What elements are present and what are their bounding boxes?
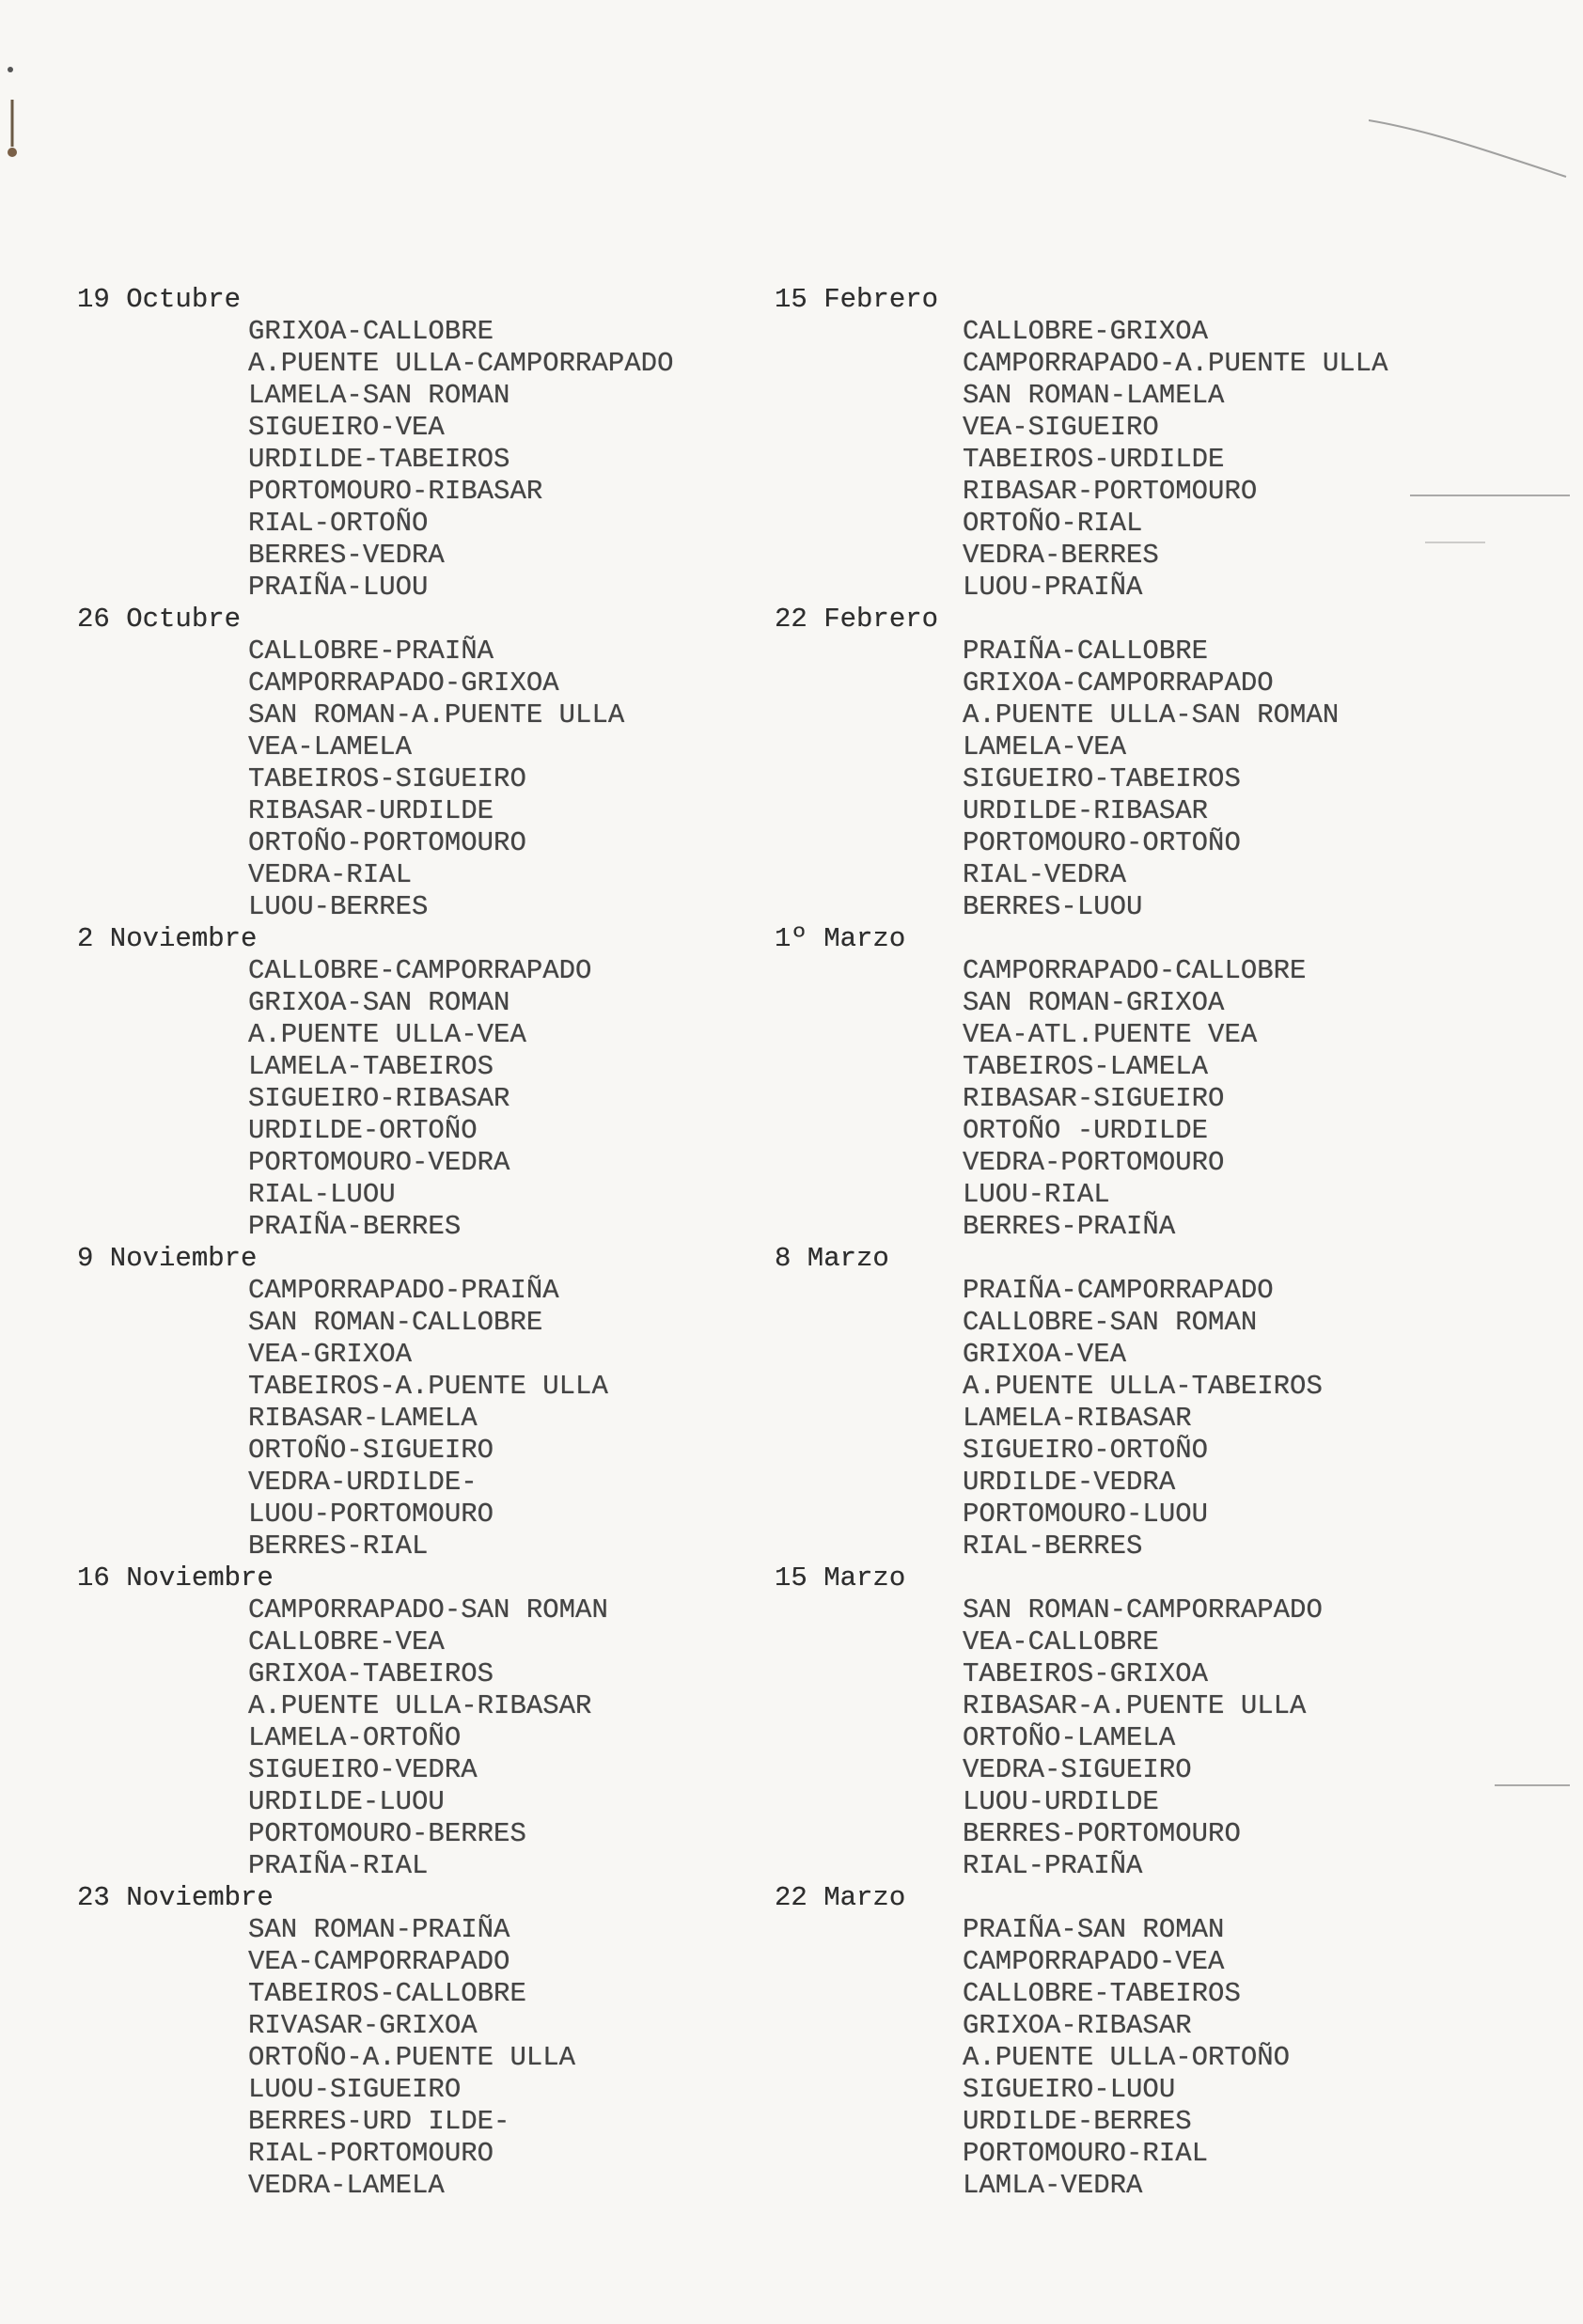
round-section	[775, 1562, 1545, 1882]
round-section	[77, 284, 735, 604]
match-pairing: URDILDE-BERRES	[963, 2106, 1192, 2137]
match-pairing: LUOU-BERRES	[248, 891, 429, 922]
match-pairing: LUOU-RIAL	[963, 1179, 1110, 1210]
match-pairing: RIBASAR-URDILDE	[248, 795, 494, 826]
match-pairing: A.PUENTE ULLA-SAN ROMAN	[963, 699, 1340, 730]
round-date: 16 Noviembre	[77, 1562, 274, 1594]
match-pairing: RIBASAR-LAMELA	[248, 1403, 478, 1434]
match-pairing: PORTOMOURO-VEDRA	[248, 1147, 510, 1178]
match-pairing: TABEIROS-GRIXOA	[963, 1658, 1209, 1689]
match-pairing: VEDRA-URDILDE-	[248, 1467, 478, 1498]
round-date: 23 Noviembre	[77, 1882, 274, 1913]
match-pairing: BERRES-RIAL	[248, 1531, 429, 1562]
round-section	[77, 1562, 735, 1882]
match-pairing: LAMELA-TABEIROS	[248, 1051, 494, 1082]
match-pairing: CAMPORRAPADO-PRAIÑA	[248, 1275, 559, 1306]
round-date: 22 Febrero	[775, 604, 939, 635]
match-pairing: VEDRA-RIAL	[248, 859, 413, 890]
match-pairing: RIAL-VEDRA	[963, 859, 1127, 890]
match-pairing: LAMLA-VEDRA	[963, 2170, 1143, 2201]
match-pairing: PRAIÑA-CAMPORRAPADO	[963, 1275, 1274, 1306]
match-pairing: CAMPORRAPADO-CALLOBRE	[963, 955, 1307, 986]
match-pairing: RIAL-BERRES	[963, 1531, 1143, 1562]
match-pairing: ORTOÑO-SIGUEIRO	[248, 1435, 494, 1466]
match-pairing: SIGUEIRO-ORTOÑO	[963, 1435, 1209, 1466]
match-pairing: RIBASAR-PORTOMOURO	[963, 476, 1258, 507]
match-pairing: URDILDE-ORTOÑO	[248, 1115, 478, 1146]
match-pairing: PORTOMOURO-RIBASAR	[248, 476, 543, 507]
match-pairing: SAN ROMAN-PRAIÑA	[248, 1914, 510, 1945]
match-pairing: A.PUENTE ULLA-CAMPORRAPADO	[248, 348, 674, 379]
match-pairing: SIGUEIRO-RIBASAR	[248, 1083, 510, 1114]
match-pairing: CAMPORRAPADO-VEA	[963, 1946, 1225, 1977]
match-pairing: A.PUENTE ULLA-RIBASAR	[248, 1690, 592, 1721]
match-pairing: ORTOÑO -URDILDE	[963, 1115, 1209, 1146]
round-date: 1º Marzo	[775, 923, 906, 954]
match-pairing: URDILDE-LUOU	[248, 1786, 445, 1817]
match-pairing: CALLOBRE-GRIXOA	[963, 316, 1209, 347]
match-list	[77, 1275, 735, 1562]
match-list	[77, 316, 735, 604]
match-pairing: TABEIROS-CALLOBRE	[248, 1978, 526, 2009]
match-pairing: GRIXOA-CAMPORRAPADO	[963, 667, 1274, 699]
match-pairing: VEA-CALLOBRE	[963, 1626, 1159, 1657]
match-pairing: BERRES-PORTOMOURO	[963, 1818, 1241, 1849]
pencil-mark-icon	[6, 62, 17, 165]
round-section	[77, 1882, 735, 2202]
match-pairing: LAMELA-RIBASAR	[963, 1403, 1192, 1434]
round-date: 9 Noviembre	[77, 1243, 258, 1274]
match-pairing: GRIXOA-SAN ROMAN	[248, 987, 510, 1018]
match-pairing: LAMELA-VEA	[963, 731, 1127, 762]
match-pairing: CALLOBRE-PRAIÑA	[248, 636, 494, 667]
match-pairing: VEA-LAMELA	[248, 731, 413, 762]
match-pairing: ORTOÑO-PORTOMOURO	[248, 827, 526, 858]
round-section	[775, 284, 1545, 604]
match-pairing: RIAL-LUOU	[248, 1179, 396, 1210]
match-pairing: VEDRA-SIGUEIRO	[963, 1754, 1192, 1785]
match-pairing: BERRES-LUOU	[963, 891, 1143, 922]
match-pairing: GRIXOA-VEA	[963, 1339, 1127, 1370]
match-pairing: LUOU-SIGUEIRO	[248, 2074, 462, 2105]
match-pairing: TABEIROS-LAMELA	[963, 1051, 1209, 1082]
match-pairing: VEA-ATL.PUENTE VEA	[963, 1019, 1258, 1050]
match-pairing: CAMPORRAPADO-GRIXOA	[248, 667, 559, 699]
match-pairing: VEA-SIGUEIRO	[963, 412, 1159, 443]
round-date: 2 Noviembre	[77, 923, 258, 954]
match-list	[775, 1914, 1545, 2202]
match-pairing: A.PUENTE ULLA-TABEIROS	[963, 1371, 1323, 1402]
match-pairing: LAMELA-SAN ROMAN	[248, 380, 510, 411]
round-section	[775, 1243, 1545, 1562]
round-date: 22 Marzo	[775, 1882, 906, 1913]
match-list	[77, 636, 735, 923]
match-pairing: SAN ROMAN-GRIXOA	[963, 987, 1225, 1018]
match-pairing: SAN ROMAN-CALLOBRE	[248, 1307, 543, 1338]
match-pairing: SAN ROMAN-CAMPORRAPADO	[963, 1594, 1323, 1625]
match-pairing: RIVASAR-GRIXOA	[248, 2010, 478, 2041]
match-pairing: PORTOMOURO-LUOU	[963, 1499, 1209, 1530]
match-pairing: CALLOBRE-VEA	[248, 1626, 445, 1657]
match-list	[775, 955, 1545, 1243]
match-pairing: VEA-CAMPORRAPADO	[248, 1946, 510, 1977]
match-pairing: LUOU-PORTOMOURO	[248, 1499, 494, 1530]
match-list	[775, 636, 1545, 923]
match-list	[775, 316, 1545, 604]
match-pairing: VEDRA-PORTOMOURO	[963, 1147, 1225, 1178]
round-section	[77, 1243, 735, 1562]
match-pairing: PRAIÑA-RIAL	[248, 1850, 429, 1881]
match-pairing: CAMPORRAPADO-SAN ROMAN	[248, 1594, 608, 1625]
match-pairing: GRIXOA-CALLOBRE	[248, 316, 494, 347]
match-pairing: SAN ROMAN-A.PUENTE ULLA	[248, 699, 625, 730]
match-pairing: URDILDE-VEDRA	[963, 1467, 1176, 1498]
match-pairing: PRAIÑA-SAN ROMAN	[963, 1914, 1225, 1945]
round-section	[775, 1882, 1545, 2202]
match-pairing: GRIXOA-RIBASAR	[963, 2010, 1192, 2041]
match-pairing: SIGUEIRO-LUOU	[963, 2074, 1176, 2105]
match-pairing: RIAL-PRAIÑA	[963, 1850, 1143, 1881]
match-pairing: TABEIROS-A.PUENTE ULLA	[248, 1371, 608, 1402]
match-pairing: PORTOMOURO-ORTOÑO	[963, 827, 1241, 858]
match-pairing: SIGUEIRO-VEDRA	[248, 1754, 478, 1785]
round-section	[775, 604, 1545, 923]
match-pairing: LAMELA-ORTOÑO	[248, 1722, 462, 1753]
match-pairing: A.PUENTE ULLA-ORTOÑO	[963, 2042, 1291, 2073]
round-date: 26 Octubre	[77, 604, 242, 635]
match-pairing: A.PUENTE ULLA-VEA	[248, 1019, 526, 1050]
match-pairing: ORTOÑO-RIAL	[963, 508, 1143, 539]
match-pairing: VEDRA-BERRES	[963, 540, 1159, 571]
match-pairing: GRIXOA-TABEIROS	[248, 1658, 494, 1689]
match-list	[77, 1914, 735, 2202]
match-pairing: TABEIROS-URDILDE	[963, 444, 1225, 475]
match-pairing: URDILDE-RIBASAR	[963, 795, 1209, 826]
match-pairing: RIAL-ORTOÑO	[248, 508, 429, 539]
match-pairing: BERRES-URD ILDE-	[248, 2106, 510, 2137]
match-pairing: PRAIÑA-LUOU	[248, 572, 429, 603]
match-pairing: RIBASAR-SIGUEIRO	[963, 1083, 1225, 1114]
match-pairing: PRAIÑA-CALLOBRE	[963, 636, 1209, 667]
match-pairing: PRAIÑA-BERRES	[248, 1211, 462, 1242]
round-date: 15 Febrero	[775, 284, 939, 315]
round-date: 15 Marzo	[775, 1562, 906, 1594]
match-pairing: CALLOBRE-CAMPORRAPADO	[248, 955, 592, 986]
left-column	[77, 284, 735, 2202]
match-pairing: VEA-GRIXOA	[248, 1339, 413, 1370]
match-list	[775, 1275, 1545, 1562]
match-pairing: SIGUEIRO-VEA	[248, 412, 445, 443]
match-pairing: SIGUEIRO-TABEIROS	[963, 763, 1241, 794]
match-pairing: PORTOMOURO-RIAL	[963, 2138, 1209, 2169]
round-date: 19 Octubre	[77, 284, 242, 315]
match-pairing: CAMPORRAPADO-A.PUENTE ULLA	[963, 348, 1388, 379]
round-date: 8 Marzo	[775, 1243, 889, 1274]
stray-stroke-icon	[1369, 111, 1575, 186]
match-list	[775, 1594, 1545, 1882]
match-pairing: VEDRA-LAMELA	[248, 2170, 445, 2201]
match-pairing: URDILDE-TABEIROS	[248, 444, 510, 475]
match-pairing: TABEIROS-SIGUEIRO	[248, 763, 526, 794]
right-column	[775, 284, 1545, 2202]
round-section	[77, 604, 735, 923]
match-pairing: BERRES-PRAIÑA	[963, 1211, 1176, 1242]
match-pairing: PORTOMOURO-BERRES	[248, 1818, 526, 1849]
match-pairing: SAN ROMAN-LAMELA	[963, 380, 1225, 411]
match-pairing: RIAL-PORTOMOURO	[248, 2138, 494, 2169]
match-pairing: LUOU-URDILDE	[963, 1786, 1159, 1817]
match-pairing: LUOU-PRAIÑA	[963, 572, 1143, 603]
match-list	[77, 955, 735, 1243]
match-pairing: CALLOBRE-SAN ROMAN	[963, 1307, 1258, 1338]
match-list	[77, 1594, 735, 1882]
match-pairing: BERRES-VEDRA	[248, 540, 445, 571]
match-pairing: RIBASAR-A.PUENTE ULLA	[963, 1690, 1307, 1721]
match-pairing: ORTOÑO-LAMELA	[963, 1722, 1176, 1753]
round-section	[77, 923, 735, 1243]
round-section	[775, 923, 1545, 1243]
match-pairing: CALLOBRE-TABEIROS	[963, 1978, 1241, 2009]
match-pairing: ORTOÑO-A.PUENTE ULLA	[248, 2042, 576, 2073]
